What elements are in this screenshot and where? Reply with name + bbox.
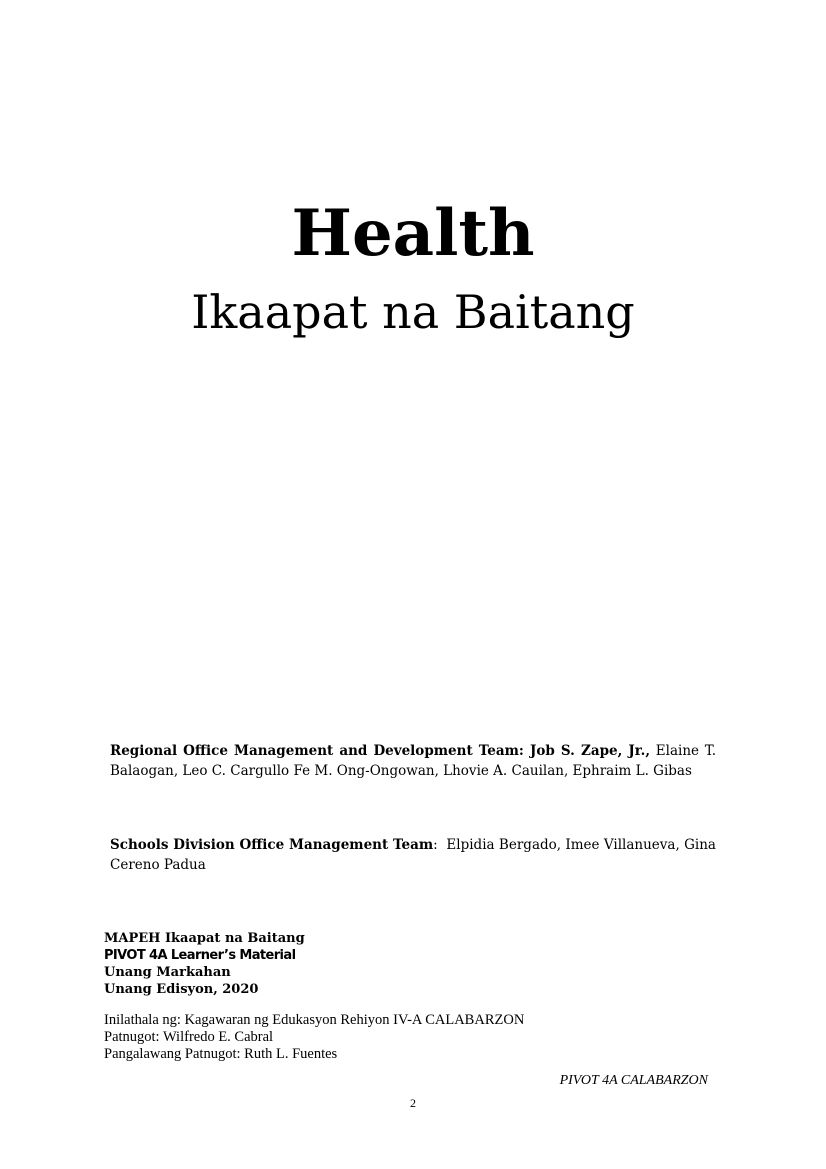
- division-team-label: Schools Division Office Management Team: [110, 837, 434, 853]
- regional-team-members: Elaine T. Balaogan, Leo C. Cargullo Fe M. Ong-Ongowan, Lhovie A. Cauilan, Ephraim L. Gibas: [110, 743, 717, 779]
- division-team-separator: :: [433, 837, 438, 853]
- quarter: Unang Markahan: [104, 965, 231, 980]
- division-team-members: Elpidia Bergado, Imee Villanueva, Gina Cereno Padua: [110, 837, 716, 873]
- regional-team-block: [110, 742, 716, 781]
- document-subtitle: Ikaapat na Baitang: [191, 285, 635, 339]
- page-number: 2: [410, 1096, 416, 1110]
- publisher: Inilathala ng: Kagawaran ng Edukasyon Rehiyon IV-A CALABARZON: [104, 1012, 525, 1028]
- material-info: [104, 930, 604, 998]
- edition: Unang Edisyon, 2020: [104, 982, 259, 997]
- assistant-editor: Pangalawang Patnugot: Ruth L. Fuentes: [104, 1046, 338, 1062]
- document-title: Health: [291, 196, 535, 271]
- publication-info: [104, 1012, 664, 1063]
- editor: Patnugot: Wilfredo E. Cabral: [104, 1029, 274, 1045]
- division-team-block: [110, 836, 716, 875]
- regional-team-label: Regional Office Management and Development Team: Job S. Zape, Jr.,: [110, 743, 651, 759]
- subject-grade: MAPEH Ikaapat na Baitang: [104, 931, 305, 946]
- material-name: PIVOT 4A Learner’s Material: [104, 948, 296, 963]
- footer-brand: PIVOT 4A CALABARZON: [559, 1073, 708, 1088]
